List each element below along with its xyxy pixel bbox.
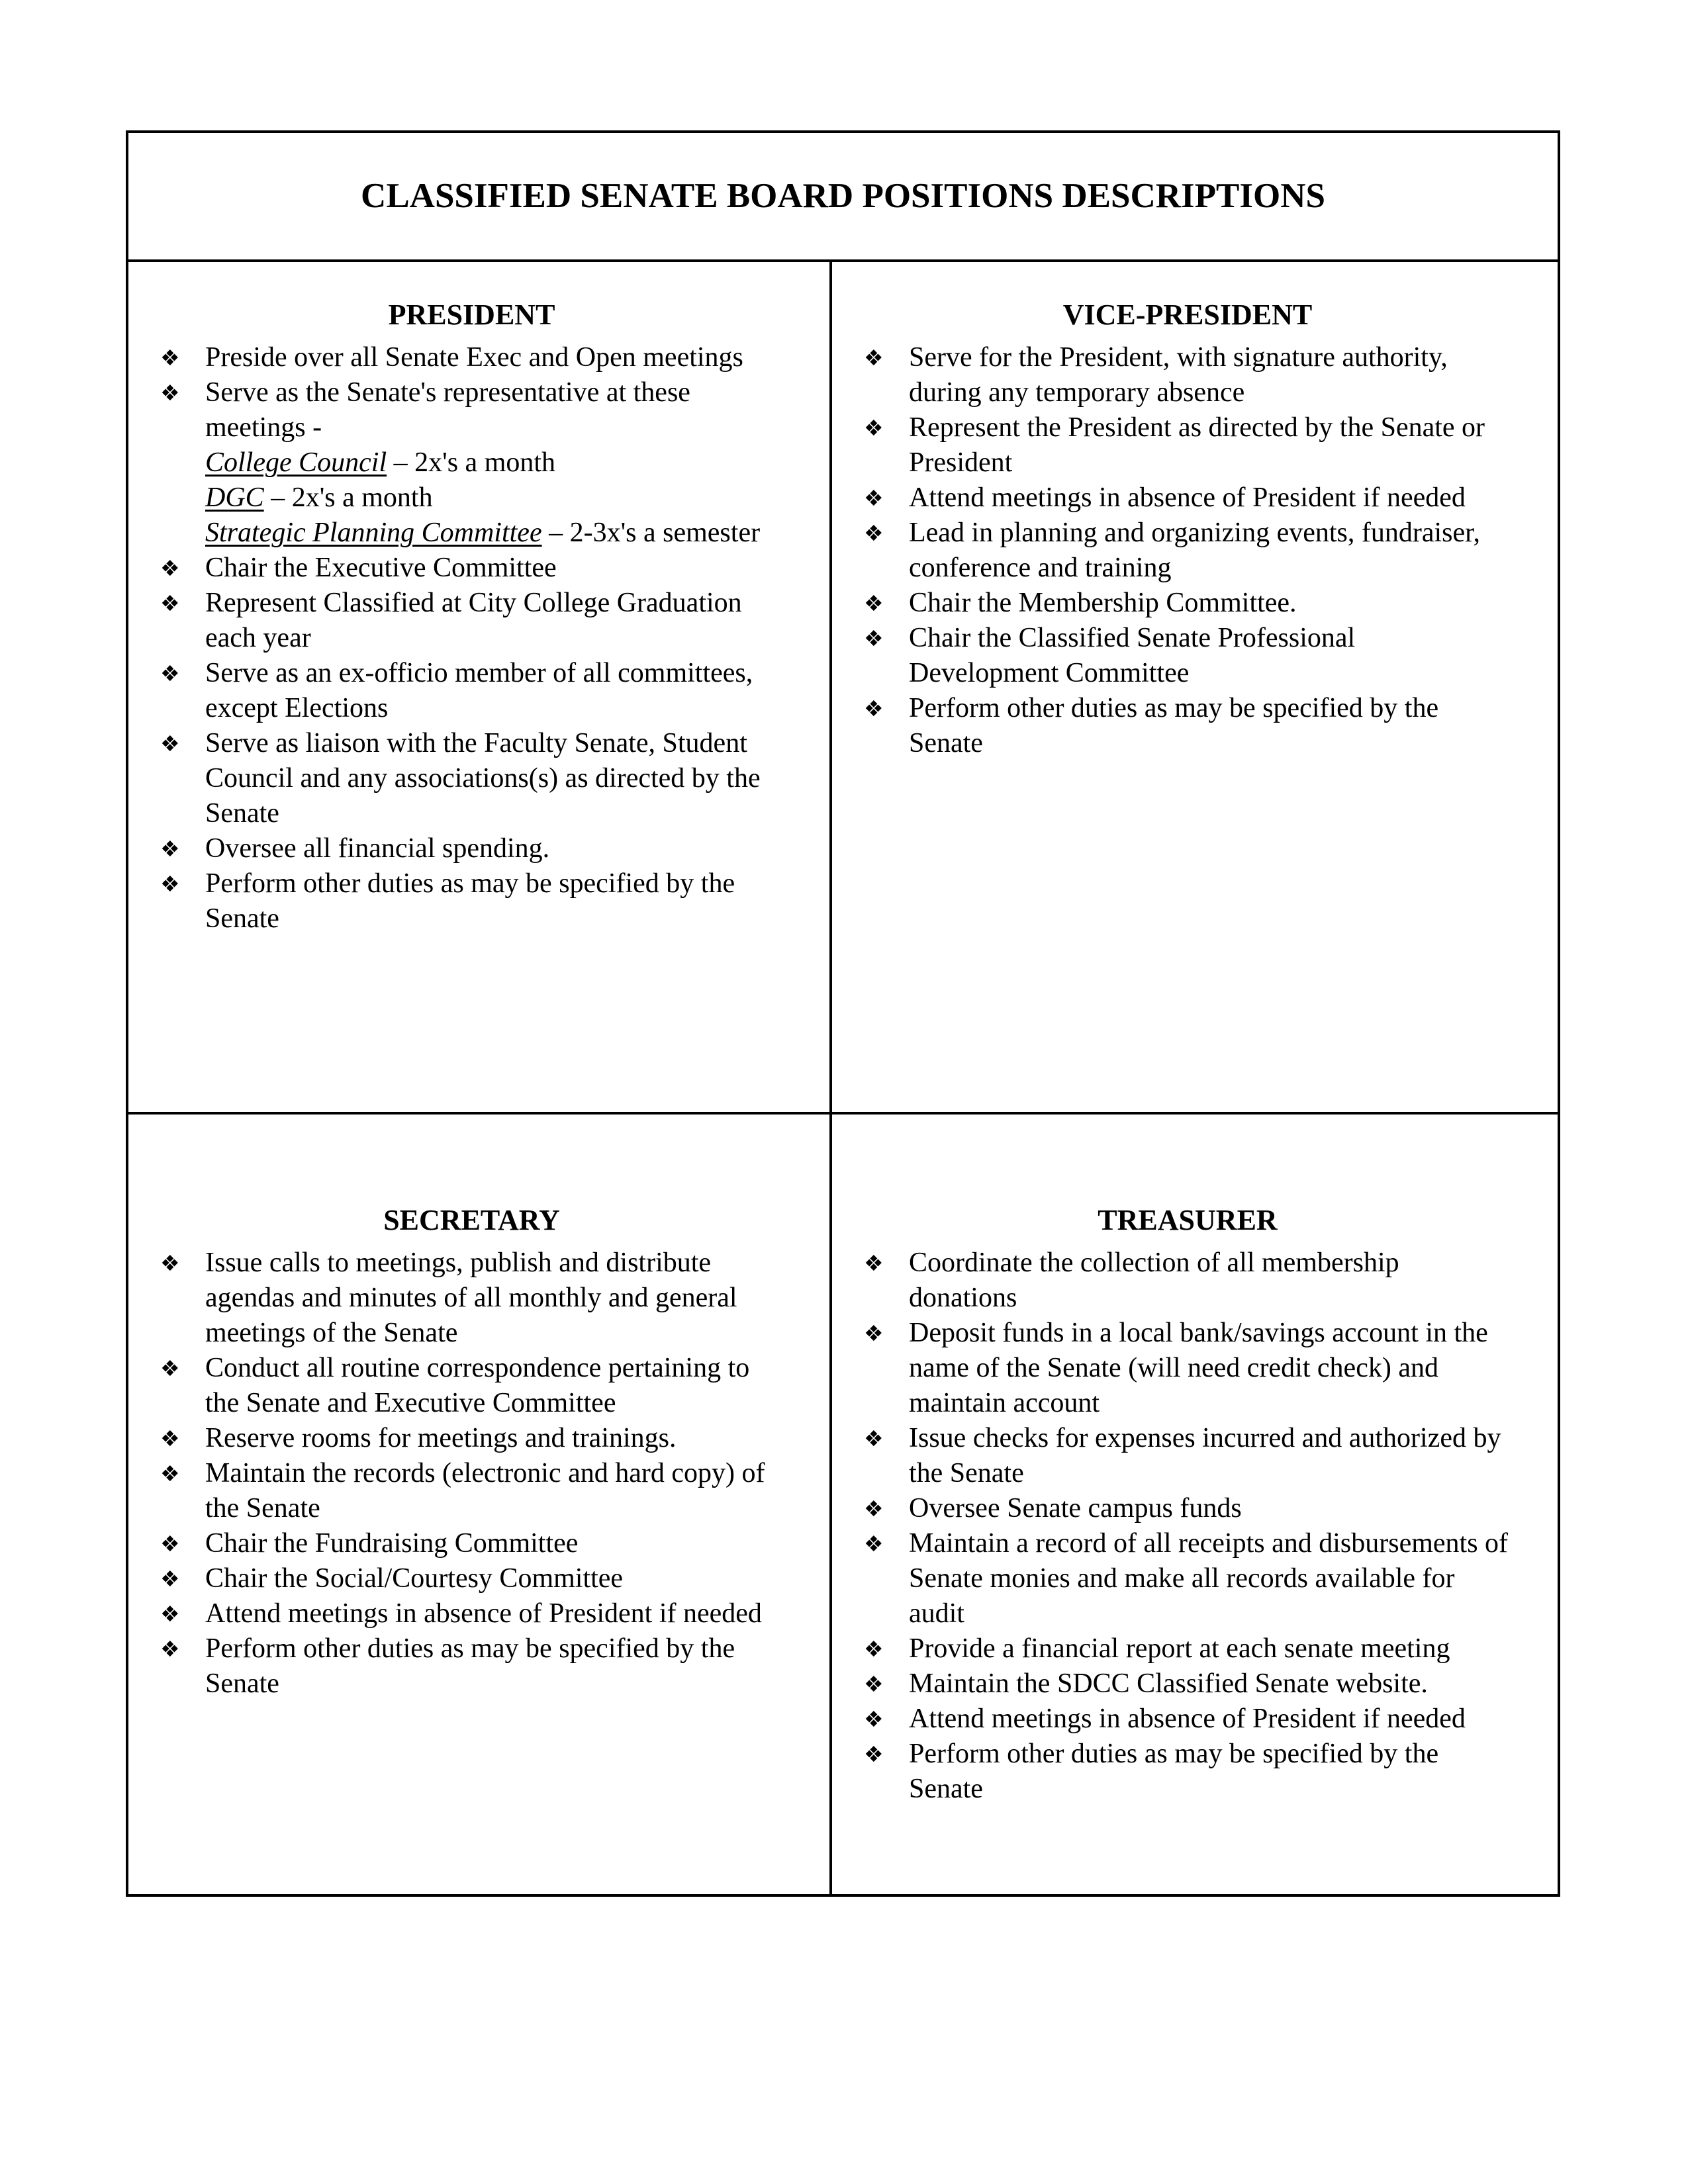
diamond-bullet-icon: ❖ [160,1250,180,1276]
list-item [160,1631,783,1702]
item-text: Attend meetings in absence of President if needed [205,1598,762,1629]
diamond-bullet-icon: ❖ [160,836,180,862]
diamond-bullet-icon: ❖ [160,380,180,406]
meeting-line [205,480,783,516]
cell-treasurer [832,1115,1558,1894]
list-item [864,1702,1511,1737]
item-text: Maintain the SDCC Classified Senate website. [909,1668,1428,1699]
diamond-bullet-icon: ❖ [864,1741,884,1767]
diamond-bullet-icon: ❖ [160,731,180,756]
section-heading-secretary: SECRETARY [383,1204,560,1236]
list-item [160,340,783,375]
item-text: Perform other duties as may be specified by the Senate [909,693,1439,758]
list-item [160,1351,783,1421]
item-text: Issue calls to meetings, publish and distribute agendas and minutes of all monthly and general meetings of the Senate [205,1248,737,1348]
list-item [160,1421,783,1456]
diamond-bullet-icon: ❖ [160,871,180,897]
item-text: Perform other duties as may be specified by the Senate [205,1633,735,1699]
committee-name: Strategic Planning Committee [205,518,542,548]
item-text: Chair the Social/Courtesy Committee [205,1563,624,1594]
diamond-bullet-icon: ❖ [864,1531,884,1557]
list-item [160,866,783,936]
page-title: CLASSIFIED SENATE BOARD POSITIONS DESCRIPTIONS [361,176,1325,215]
meeting-line [205,516,783,551]
item-text: Serve as the Senate's representative at these meetings - [205,377,690,443]
list-item [160,1561,783,1596]
diamond-bullet-icon: ❖ [864,1671,884,1697]
item-text: Conduct all routine correspondence pertaining to the Senate and Executive Committee [205,1353,750,1418]
item-text: Issue checks for expenses incurred and authorized by the Senate [909,1423,1501,1488]
item-text: Chair the Classified Senate Professional Development Committee [909,623,1356,688]
list-item [864,1666,1511,1702]
diamond-bullet-icon: ❖ [864,415,884,441]
list-item [160,1526,783,1561]
list-item [160,831,783,866]
diamond-bullet-icon: ❖ [864,1636,884,1662]
list-item [864,621,1511,691]
item-text: Attend meetings in absence of President if needed [909,482,1466,513]
diamond-bullet-icon: ❖ [160,555,180,581]
diamond-bullet-icon: ❖ [864,485,884,511]
diamond-bullet-icon: ❖ [160,1426,180,1451]
item-text: Preside over all Senate Exec and Open meetings [205,342,743,373]
duty-list-president [160,340,783,936]
section-heading-vice-president: VICE-PRESIDENT [1062,298,1313,331]
duty-list-vice-president [864,340,1511,761]
item-text: Perform other duties as may be specified by the Senate [909,1739,1439,1804]
cell-president [128,262,832,1115]
list-item [864,1316,1511,1421]
list-item [864,691,1511,761]
list-item [864,1526,1511,1631]
list-item [160,1246,783,1351]
duty-list-treasurer [864,1246,1511,1807]
diamond-bullet-icon: ❖ [864,696,884,721]
item-text: Serve for the President, with signature authority, during any temporary absence [909,342,1448,408]
list-item [160,656,783,726]
item-text: Serve as liaison with the Faculty Senate, Student Council and any associations(s) as directed by the Senate [205,728,761,829]
diamond-bullet-icon: ❖ [864,345,884,371]
list-item [864,410,1511,480]
item-text: Represent Classified at City College Graduation each year [205,588,742,653]
item-text: Deposit funds in a local bank/savings account in the name of the Senate (will need credit check) and maintain account [909,1318,1488,1418]
table-title-cell [128,133,1558,262]
meeting-frequency: – 2-3x's a semester [541,518,761,548]
list-item [864,1246,1511,1316]
diamond-bullet-icon: ❖ [864,625,884,651]
section-heading-president: PRESIDENT [388,298,555,331]
section-heading-treasurer: TREASURER [1098,1204,1278,1236]
list-item [864,1491,1511,1526]
committee-name: College Council [205,447,387,478]
diamond-bullet-icon: ❖ [160,660,180,686]
item-text: Chair the Membership Committee. [909,588,1297,618]
meeting-frequency: – 2x's a month [263,482,433,513]
diamond-bullet-icon: ❖ [864,1250,884,1276]
item-text: Provide a financial report at each senate meeting [909,1633,1450,1664]
item-text: Serve as an ex-officio member of all committees, except Elections [205,658,753,723]
list-item [864,340,1511,410]
list-item [160,726,783,831]
list-item [160,1596,783,1631]
item-text: Coordinate the collection of all membership donations [909,1248,1399,1313]
diamond-bullet-icon: ❖ [160,1355,180,1381]
diamond-bullet-icon: ❖ [864,1706,884,1732]
list-item [160,586,783,656]
diamond-bullet-icon: ❖ [160,590,180,616]
diamond-bullet-icon: ❖ [864,520,884,546]
diamond-bullet-icon: ❖ [864,1426,884,1451]
diamond-bullet-icon: ❖ [160,1461,180,1486]
diamond-bullet-icon: ❖ [160,1636,180,1662]
positions-table [126,130,1560,1897]
list-item [864,1631,1511,1666]
item-text: Chair the Fundraising Committee [205,1528,579,1559]
item-text: Represent the President as directed by the Senate or President [909,412,1485,478]
item-text: Maintain a record of all receipts and disbursements of Senate monies and make all records available for audit [909,1528,1509,1629]
list-item [864,516,1511,586]
list-item [160,375,783,551]
meeting-frequency: – 2x's a month [387,447,556,478]
duty-list-secretary [160,1246,783,1702]
cell-vice-president [832,262,1558,1115]
committee-name: DGC [205,482,264,513]
item-text: Maintain the records (electronic and hard copy) of the Senate [205,1458,765,1524]
diamond-bullet-icon: ❖ [160,345,180,371]
list-item [864,1421,1511,1491]
diamond-bullet-icon: ❖ [864,1320,884,1346]
list-item [160,1456,783,1526]
list-item [160,551,783,586]
item-text: Lead in planning and organizing events, fundraiser, conference and training [909,518,1480,583]
item-text: Reserve rooms for meetings and trainings. [205,1423,677,1453]
item-text-group [205,375,783,551]
diamond-bullet-icon: ❖ [160,1566,180,1592]
list-item [864,586,1511,621]
diamond-bullet-icon: ❖ [160,1531,180,1557]
item-text: Attend meetings in absence of President if needed [909,1704,1466,1734]
diamond-bullet-icon: ❖ [160,1601,180,1627]
item-text: Perform other duties as may be specified by the Senate [205,868,735,934]
item-text: Chair the Executive Committee [205,553,557,583]
cell-secretary [128,1115,832,1894]
diamond-bullet-icon: ❖ [864,590,884,616]
item-text: Oversee all financial spending. [205,833,550,864]
item-text: Oversee Senate campus funds [909,1493,1242,1524]
meeting-line [205,445,783,480]
list-item [864,1737,1511,1807]
list-item [864,480,1511,516]
diamond-bullet-icon: ❖ [864,1496,884,1522]
